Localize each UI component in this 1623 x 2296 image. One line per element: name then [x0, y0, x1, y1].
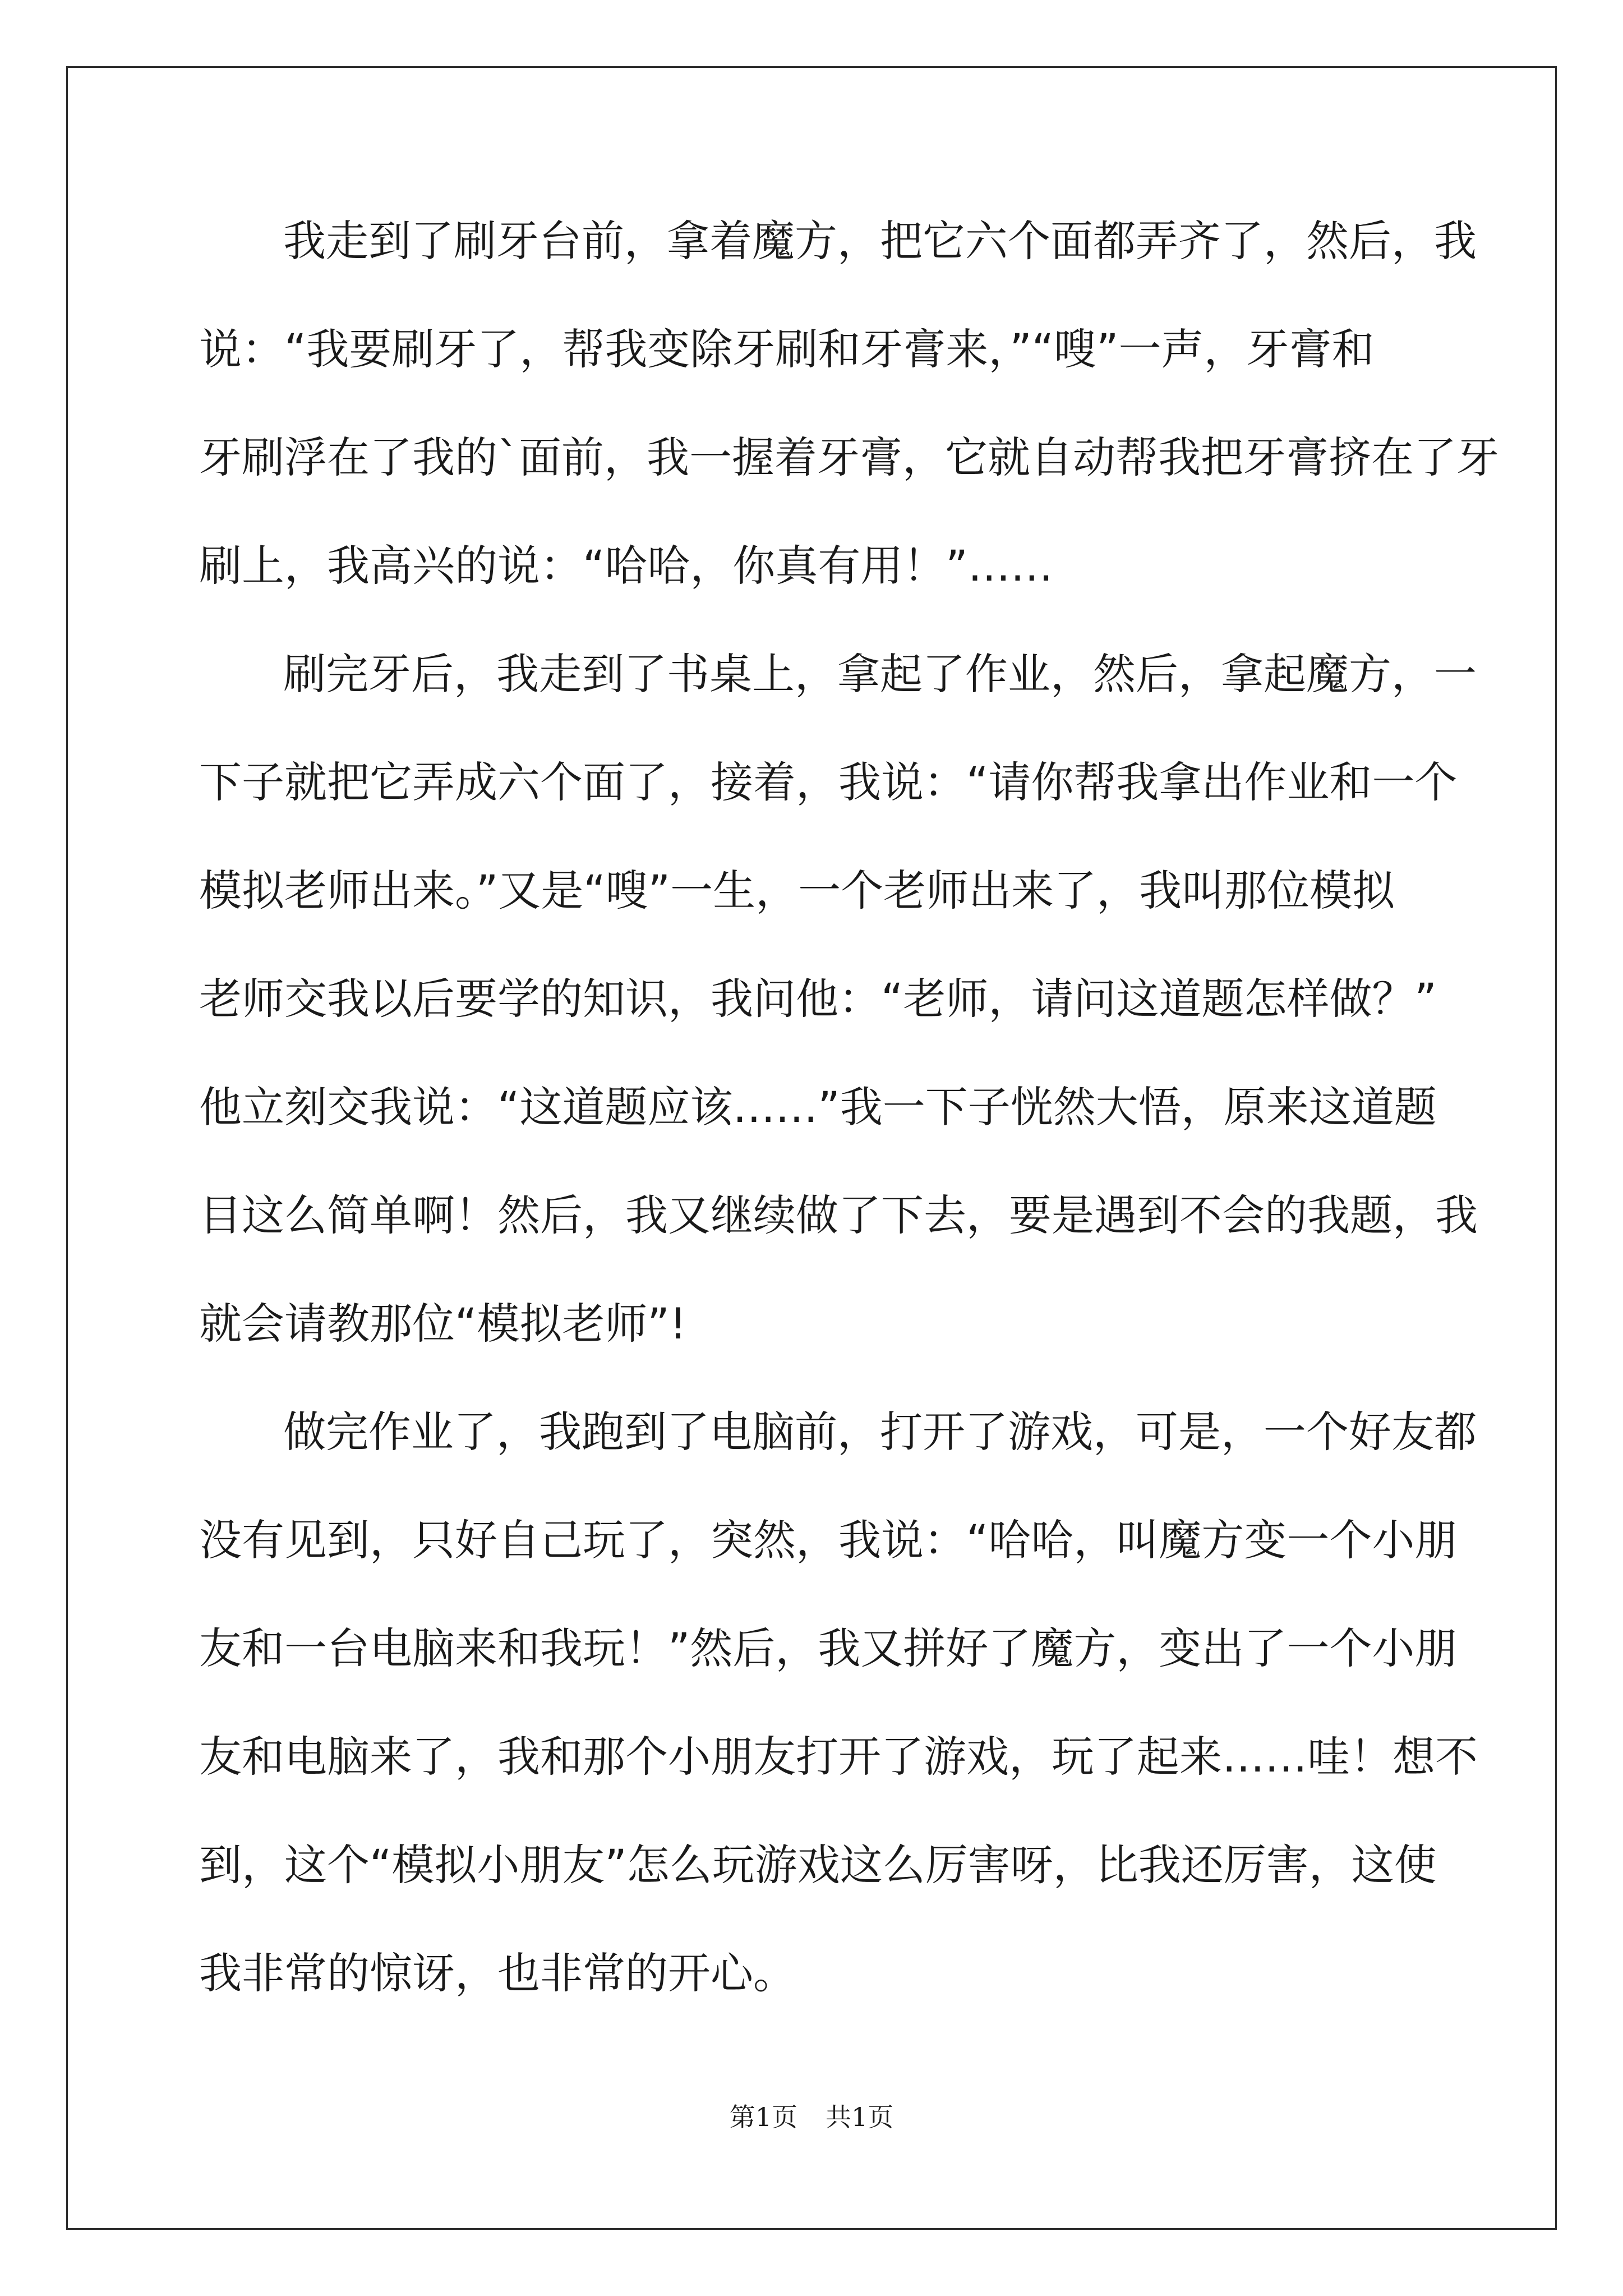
paragraph-3-line-5: 到，这个“模拟小朋友”怎么玩游戏这么厉害呀，比我还厉害，这使 — [199, 1840, 1437, 1890]
page-footer — [0, 2100, 1623, 2134]
paragraph-2-line-6: 目这么简单啊！然后，我又继续做了下去，要是遇到不会的我题，我 — [199, 1190, 1478, 1240]
paragraph-2-line-1: 刷完牙后，我走到了书桌上，拿起了作业，然后，拿起魔方，一 — [283, 649, 1477, 699]
paragraph-1-line-2: 说：“我要刷牙了，帮我变除牙刷和牙膏来，”“嗖”一声，牙膏和 — [199, 324, 1375, 374]
paragraph-3-line-2: 没有见到，只好自己玩了，突然，我说：“哈哈，叫魔方变一个小朋 — [199, 1515, 1458, 1565]
paragraph-3-line-3: 友和一台电脑来和我玩！”然后，我又拼好了魔方，变出了一个小朋 — [199, 1623, 1458, 1673]
paragraph-2-line-5: 他立刻交我说：“这道题应该……”我一下子恍然大悟，原来这道题 — [199, 1082, 1437, 1132]
paragraph-3-line-6: 我非常的惊讶，也非常的开心。 — [199, 1948, 796, 1998]
paragraph-2-line-2: 下子就把它弄成六个面了，接着，我说：“请你帮我拿出作业和一个 — [199, 757, 1458, 807]
paragraph-1-line-3: 牙刷浮在了我的`面前，我一握着牙膏，它就自动帮我把牙膏挤在了牙 — [199, 432, 1499, 482]
paragraph-2-line-3: 模拟老师出来。”又是“嗖”一生，一个老师出来了，我叫那位模拟 — [199, 866, 1395, 915]
paragraph-2-line-7: 就会请教那位“模拟老师”! — [199, 1299, 687, 1349]
paragraph-1-line-4: 刷上，我高兴的说：“哈哈，你真有用！”…… — [199, 541, 1053, 591]
paragraph-2-line-4: 老师交我以后要学的知识，我问他：“老师，请问这道题怎样做？” — [199, 974, 1437, 1024]
paragraph-1-line-1: 我走到了刷牙台前，拿着魔方，把它六个面都弄齐了，然后，我 — [283, 216, 1477, 266]
page-number-total: 共1页 — [826, 2102, 894, 2132]
paragraph-3-line-4: 友和电脑来了，我和那个小朋友打开了游戏，玩了起来……哇！想不 — [199, 1732, 1478, 1782]
page-number-current: 第1页 — [729, 2102, 797, 2132]
page-border — [66, 66, 1557, 2230]
paragraph-3-line-1: 做完作业了，我跑到了电脑前，打开了游戏，可是，一个好友都 — [283, 1407, 1477, 1457]
